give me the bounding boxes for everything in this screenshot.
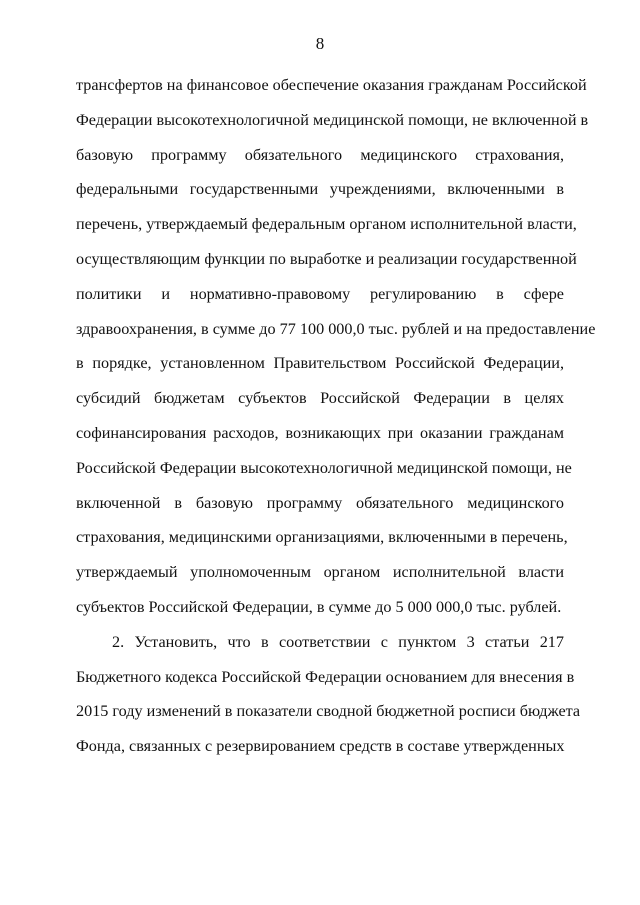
text-line: федеральными государственными учреждениями, включенными в (76, 180, 564, 199)
text-line: базовую программу обязательного медицинского страхования, (76, 145, 564, 164)
text-line: страхования, медицинскими организациями, включенными в перечень, (76, 528, 568, 547)
text-line: включенной в базовую программу обязательного медицинского (76, 493, 564, 512)
text-line: Российской Федерации высокотехнологичной медицинской помощи, не (76, 458, 572, 477)
text-line: перечень, утверждаемый федеральным органом исполнительной власти, (76, 215, 577, 234)
text-line: политики и нормативно-правовому регулированию в сфере (76, 284, 564, 303)
text-line: Фонда, связанных с резервированием средств в составе утвержденных (76, 737, 565, 756)
paragraph-1 (76, 68, 596, 625)
text-line: субсидий бюджетам субъектов Российской Федерации в целях (76, 389, 564, 408)
text-line: Федерации высокотехнологичной медицинской помощи, не включенной в (76, 110, 589, 129)
paragraph-2 (76, 625, 581, 764)
text-line: софинансирования расходов, возникающих при оказании гражданам (76, 423, 564, 442)
text-line: утверждаемый уполномоченным органом исполнительной власти (76, 563, 564, 582)
document-body (76, 68, 596, 764)
text-line: здравоохранения, в сумме до 77 100 000,0 тыс. рублей и на предоставление (76, 319, 596, 338)
text-line: 2. Установить, что в соответствии с пунктом 3 статьи 217 (112, 632, 564, 651)
text-line: трансфертов на финансовое обеспечение оказания гражданам Российской (76, 76, 587, 94)
page-number: 8 (315, 34, 325, 53)
text-line: в порядке, установленном Правительством Российской Федерации, (76, 354, 564, 373)
text-line: осуществляющим функции по выработке и реализации государственной (76, 249, 577, 268)
text-line: субъектов Российской Федерации, в сумме до 5 000 000,0 тыс. рублей. (76, 597, 562, 616)
text-line: Бюджетного кодекса Российской Федерации основанием для внесения в (76, 667, 575, 686)
text-line: 2015 году изменений в показатели сводной бюджетной росписи бюджета (76, 702, 581, 721)
